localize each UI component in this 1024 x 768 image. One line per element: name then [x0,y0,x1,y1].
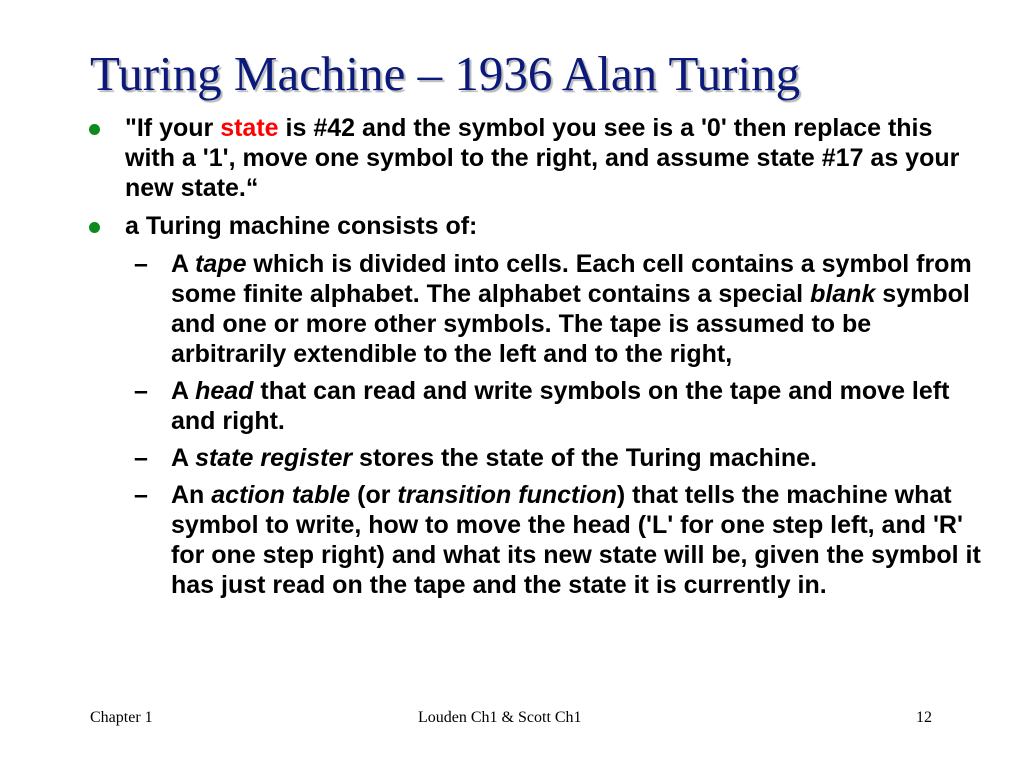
slide-title: Turing Machine – 1936 Alan Turing [90,46,801,101]
term-action-table: action table [211,481,351,509]
term-tape: tape [195,250,247,278]
bullet-text: "If your state is #42 and the symbol you see is a '0' then replace this with a '1', move one symbol to the right, and assume state #17 as your new state.“ [125,114,960,202]
sub-item-text: A head that can read and write symbols on the tape and move left and right. [171,377,950,435]
term-blank: blank [810,280,876,308]
term-transition-function: transition function [397,481,617,509]
bullet-dot-icon [86,113,125,143]
sub-item-head [131,376,986,436]
dash-bullet-icon: – [134,481,148,509]
highlight-word-state: state [220,114,279,142]
bullet-dot-icon [86,211,125,241]
sub-item-tape [131,249,986,369]
sub-item-text: An action table (or transition function) that tells the machine what symbol to write, how to move the head ('L' for one step left, and 'R' for one step right) and what its new state will be, given the symbol it has just read on the tape and the state it is currently in. [171,481,981,599]
slide-body [86,113,986,607]
footer-chapter: Chapter 1 [90,709,153,726]
bullet-text: a Turing machine consists of: [125,212,478,240]
term-head: head [195,377,254,405]
term-state-register: state register [195,444,353,472]
sub-item-text: A tape which is divided into cells. Each cell contains a symbol from some finite alphabet. The alphabet contains a special blank symbol and one or more other symbols. The tape is assumed to be arbitrarily extendible to the left and to the right, [171,250,972,368]
bullet-item-state-rule [86,113,986,203]
sub-item-state-register [131,443,986,473]
footer-page-number: 12 [916,709,932,726]
dash-bullet-icon: – [134,377,148,405]
dash-bullet-icon: – [134,444,148,472]
sub-item-text: A state register stores the state of the Turing machine. [171,444,818,472]
footer-source: Louden Ch1 & Scott Ch1 [418,709,582,726]
bullet-item-consists-of [86,211,986,241]
dash-bullet-icon: – [134,250,148,278]
sub-item-action-table [131,480,986,600]
